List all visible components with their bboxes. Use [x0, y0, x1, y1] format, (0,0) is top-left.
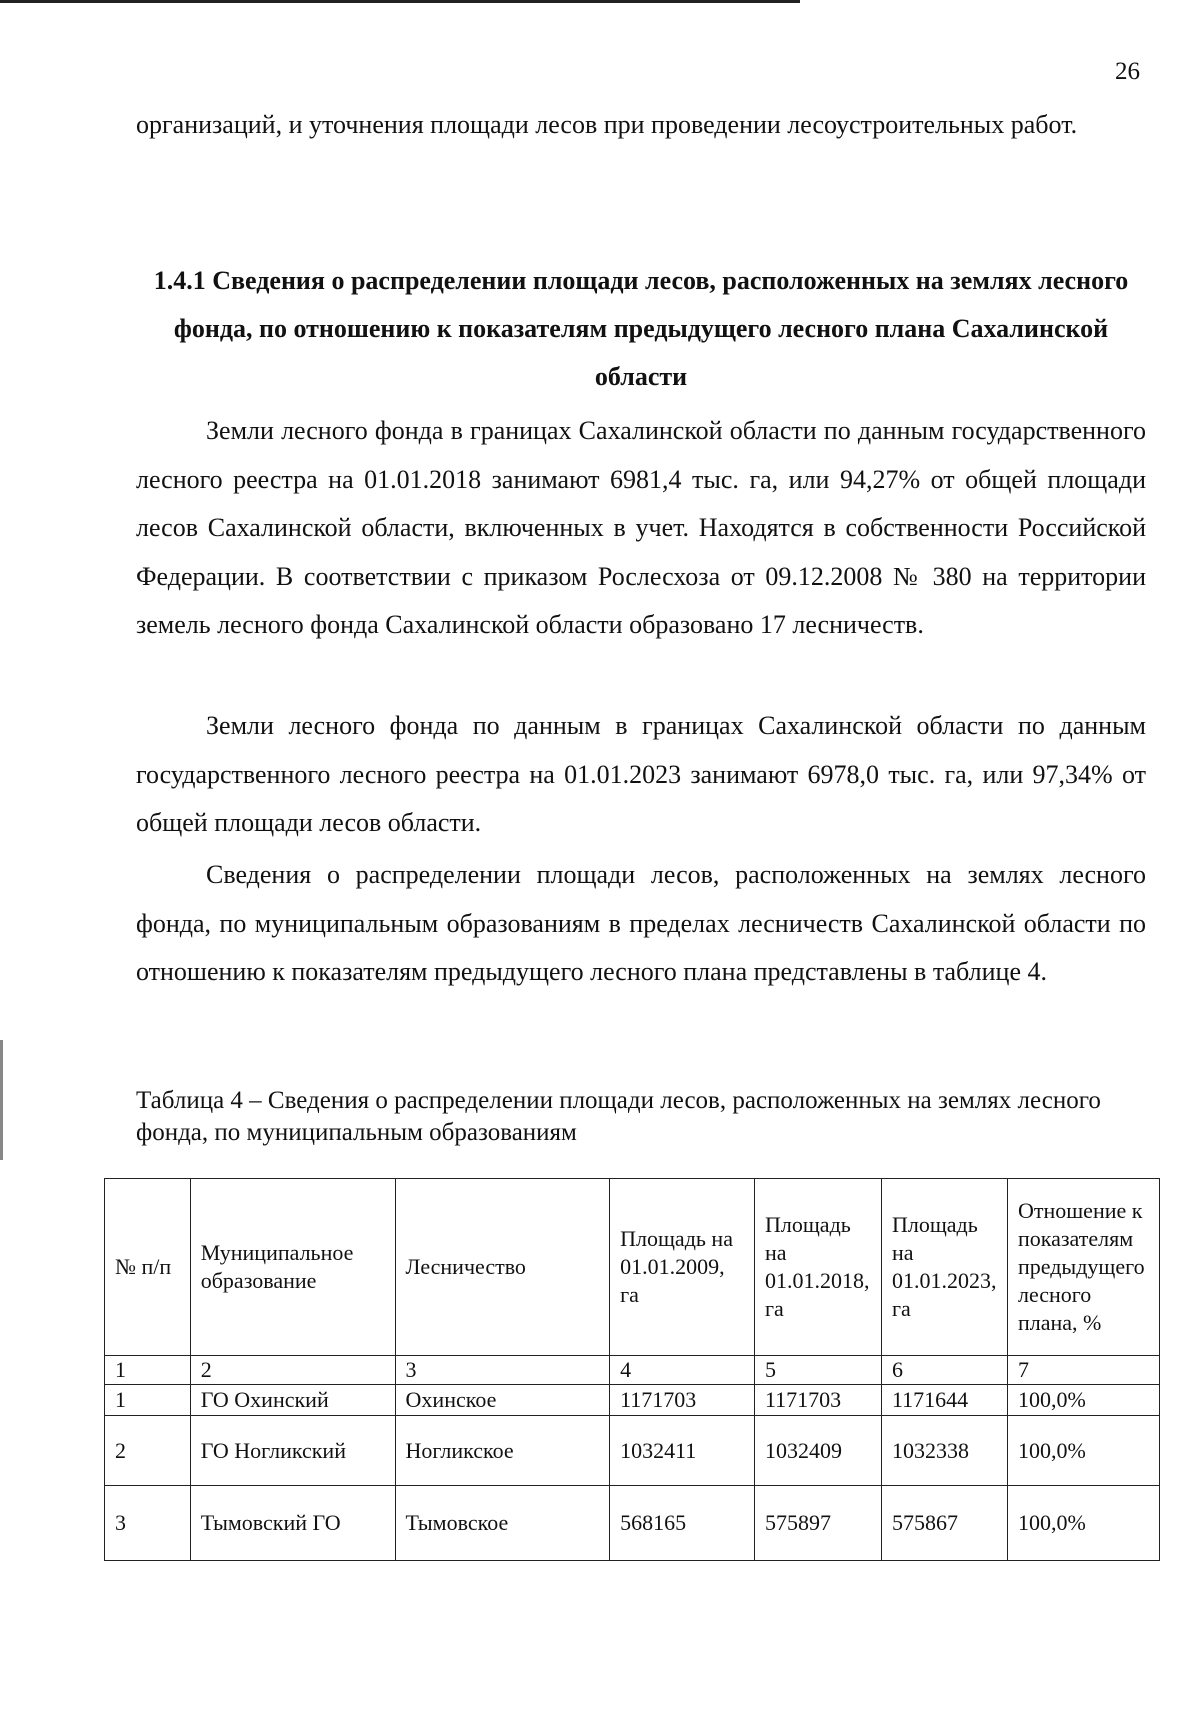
column-number: 1 — [105, 1356, 191, 1385]
table-cell: Охинское — [395, 1385, 610, 1416]
column-number: 3 — [395, 1356, 610, 1385]
continuation-paragraph: организаций, и уточнения площади лесов при проведении лесоустроительных работ. — [136, 110, 1078, 139]
paragraph-forest-fund-2023: Земли лесного фонда по данным в границах Сахалинской области по данным государственного лесного реестра на 01.01.2023 занимают 6978,0 тыс. га, или 97,34% от общей площади лесов области. — [136, 711, 1146, 837]
header-municipality: Муниципальное образование — [190, 1179, 395, 1356]
table-cell: 100,0% — [1007, 1416, 1159, 1486]
table-cell: Тымовское — [395, 1486, 610, 1561]
table-cell: 1171703 — [755, 1385, 882, 1416]
paragraph-forest-fund-2018: Земли лесного фонда в границах Сахалинской области по данным государственного лесного реестра на 01.01.2018 занимают 6981,4 тыс. га, или 94,27% от общей площади лесов Сахалинской области, включенных в учет. Находятся в собственности Российской Федерации. В соответствии с приказом Рослесхоза от 09.12.2008 № 380 на территории земель лесного фонда Сахалинской области образовано 17 лесничеств. — [136, 416, 1146, 639]
table-cell: ГО Ногликский — [190, 1416, 395, 1486]
header-area-2009: Площадь на 01.01.2009, га — [610, 1179, 755, 1356]
header-forestry: Лесничество — [395, 1179, 610, 1356]
page-number: 26 — [1115, 58, 1140, 85]
column-number: 5 — [755, 1356, 882, 1385]
table-cell: Ногликское — [395, 1416, 610, 1486]
forest-area-table — [104, 1178, 1160, 1561]
table-cell: 575867 — [881, 1486, 1007, 1561]
scan-edge-mark — [0, 1040, 3, 1160]
header-area-2023: Площадь на 01.01.2023, га — [881, 1179, 1007, 1356]
table-row — [105, 1416, 1160, 1486]
table-cell: 2 — [105, 1416, 191, 1486]
table-cell: 575897 — [755, 1486, 882, 1561]
column-number: 2 — [190, 1356, 395, 1385]
table-cell: 100,0% — [1007, 1486, 1159, 1561]
header-number: № п/п — [105, 1179, 191, 1356]
table-cell: 568165 — [610, 1486, 755, 1561]
table-cell: Тымовский ГО — [190, 1486, 395, 1561]
column-number: 4 — [610, 1356, 755, 1385]
table-row — [105, 1486, 1160, 1561]
table-header-row — [105, 1179, 1160, 1356]
column-number: 7 — [1007, 1356, 1159, 1385]
section-heading: 1.4.1 Сведения о распределении площади лесов, расположенных на землях лесного фонда, по отношению к показателям предыдущего лесного плана Сахалинской области — [153, 266, 1129, 391]
table-cell: 3 — [105, 1486, 191, 1561]
header-area-2018: Площадь на 01.01.2018, га — [755, 1179, 882, 1356]
table-cell: 1032338 — [881, 1416, 1007, 1486]
header-ratio: Отношение к показателям предыдущего лесного плана, % — [1007, 1179, 1159, 1356]
table-cell: 1032411 — [610, 1416, 755, 1486]
table-row — [105, 1385, 1160, 1416]
table-cell: 100,0% — [1007, 1385, 1159, 1416]
table-cell: 1171703 — [610, 1385, 755, 1416]
column-number-row — [105, 1356, 1160, 1385]
table-cell: 1171644 — [881, 1385, 1007, 1416]
table-cell: ГО Охинский — [190, 1385, 395, 1416]
scan-edge-line — [0, 0, 800, 3]
paragraph-table-reference: Сведения о распределении площади лесов, расположенных на землях лесного фонда, по муниципальным образованиям в пределах лесничеств Сахалинской области по отношению к показателям предыдущего лесного плана представлены в таблице 4. — [136, 860, 1146, 986]
table-caption: Таблица 4 – Сведения о распределении площади лесов, расположенных на землях лесного фонда, по муниципальным образованиям — [136, 1087, 1101, 1146]
table-cell: 1 — [105, 1385, 191, 1416]
table-cell: 1032409 — [755, 1416, 882, 1486]
column-number: 6 — [881, 1356, 1007, 1385]
